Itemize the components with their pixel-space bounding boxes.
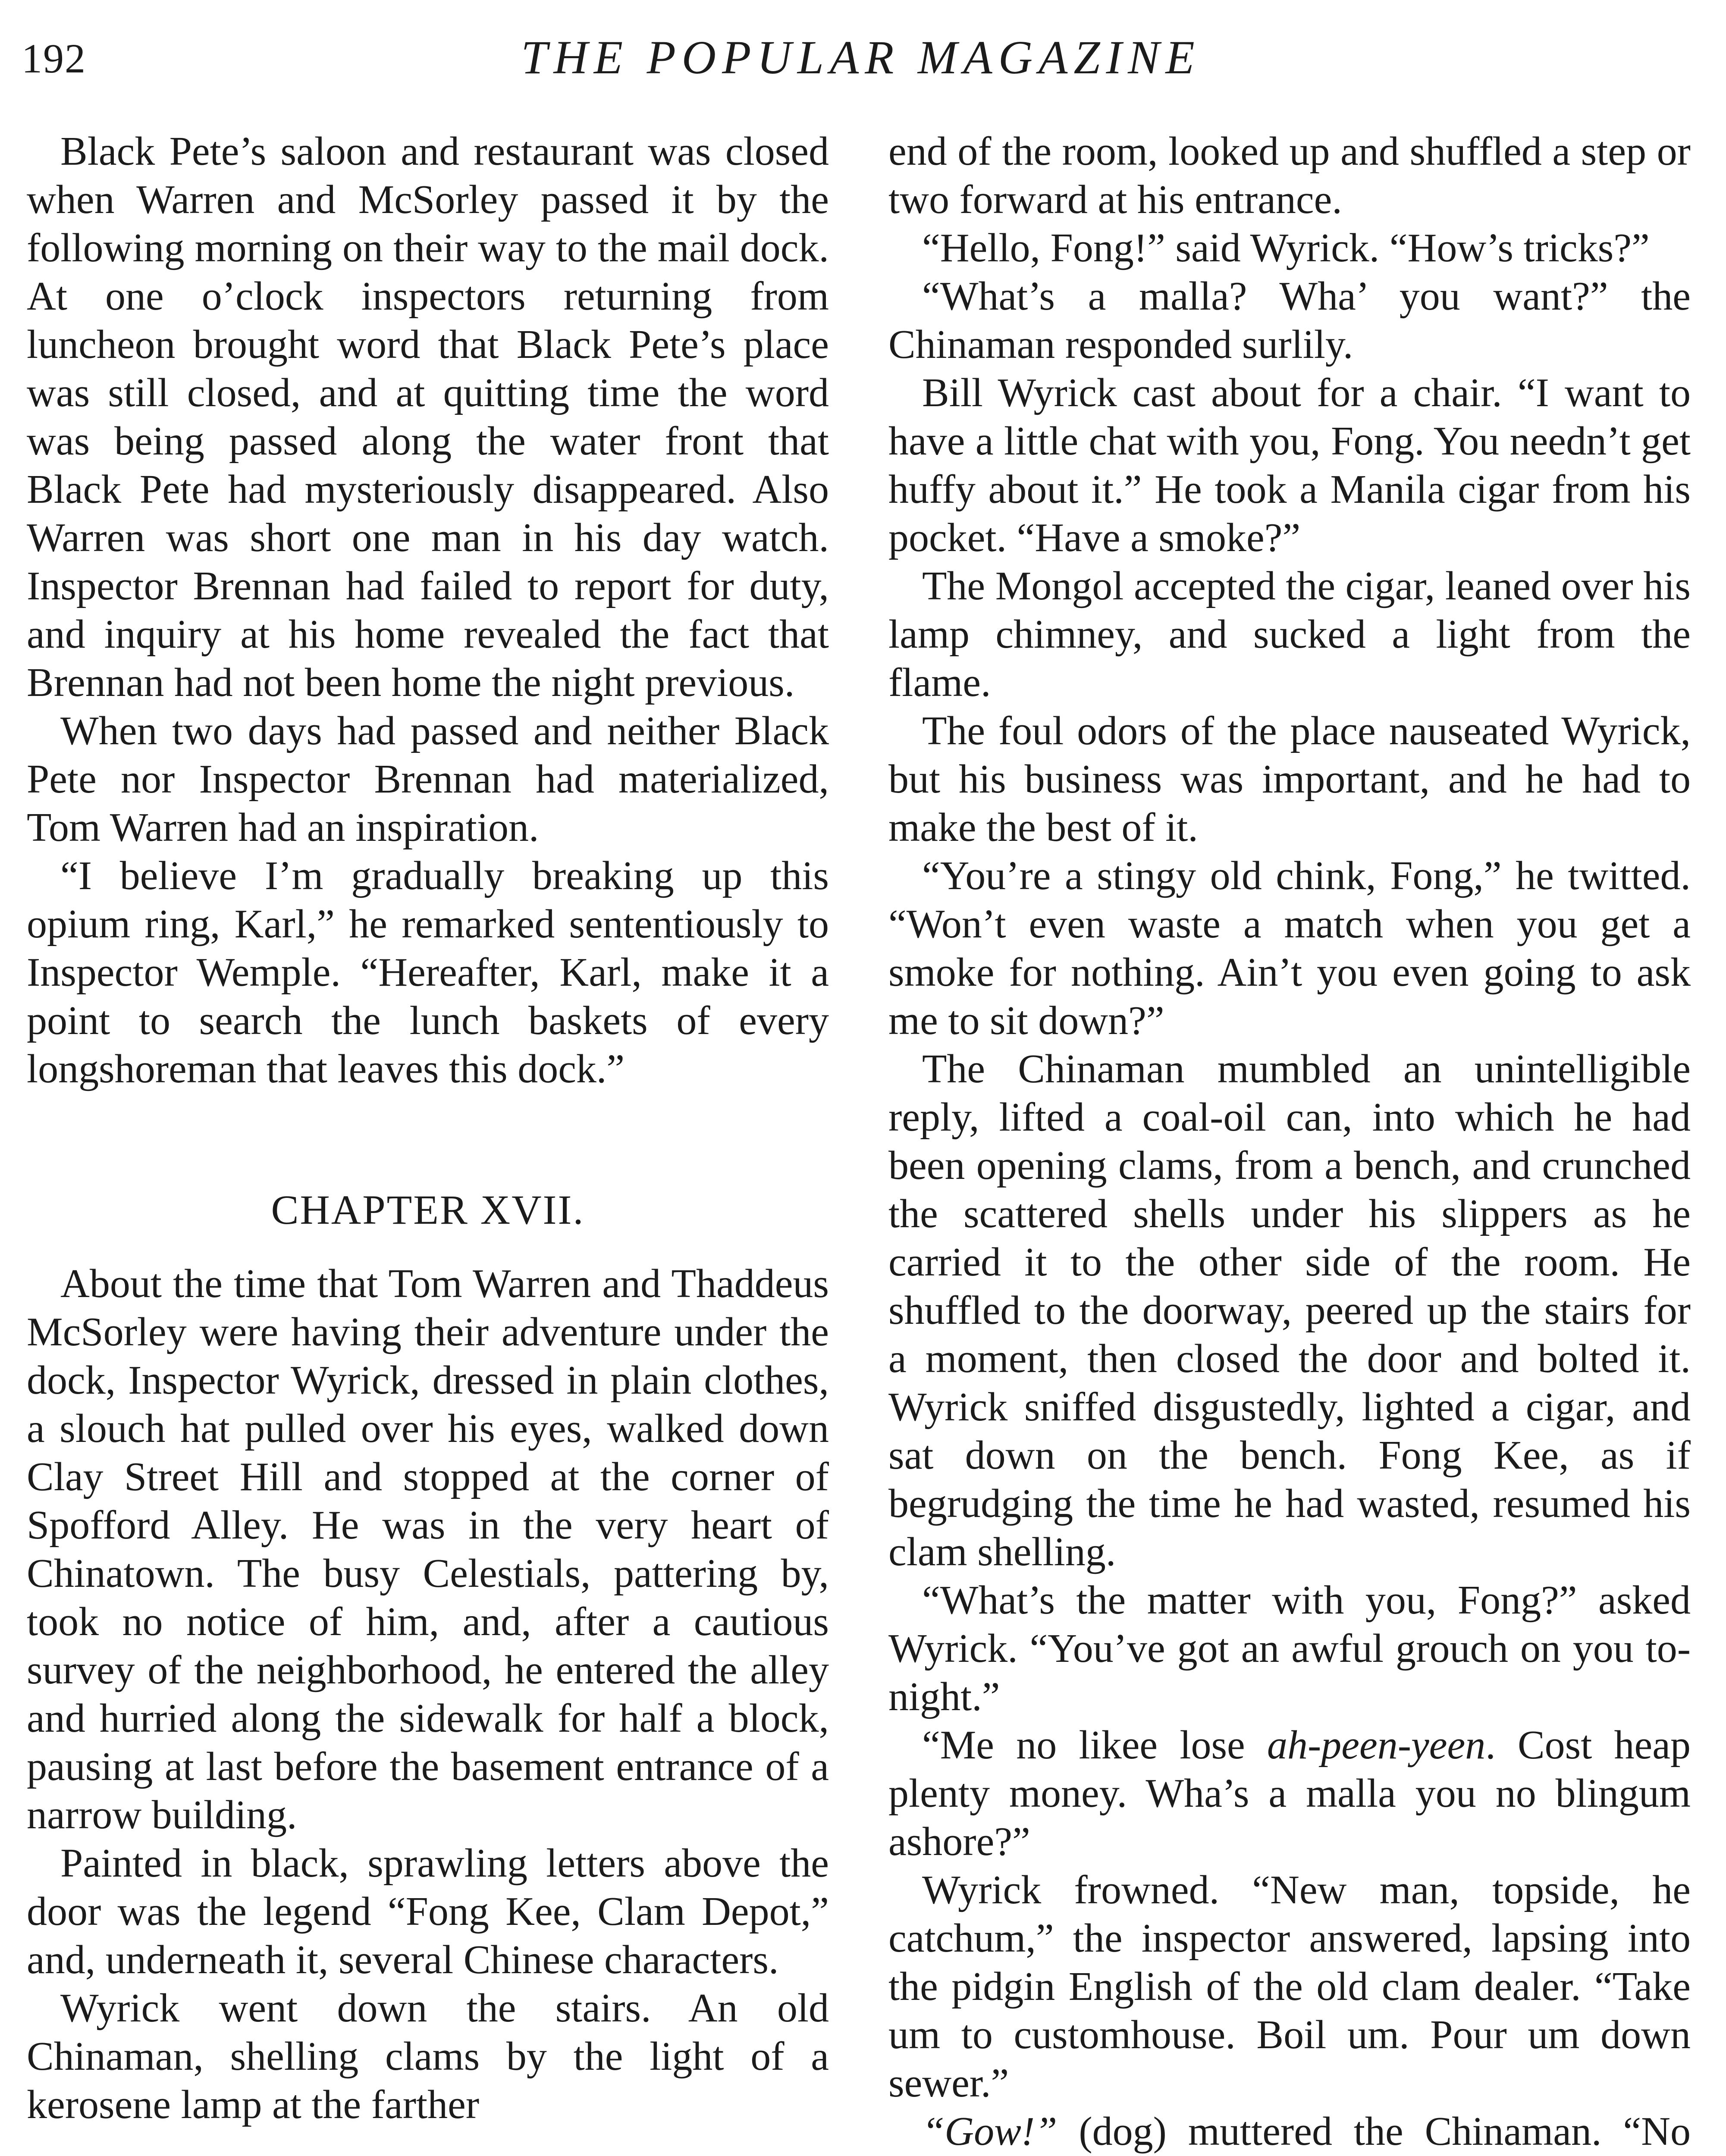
paragraph: Painted in black, sprawling letters above the door was the legend “Fong Kee, Clam Depot,” and, underneath it, several Chinese characters. [27, 1841, 829, 1982]
paragraph: “Hello, Fong!” said Wyrick. “How’s tricks?” [922, 226, 1650, 270]
left-paragraphs-before [27, 127, 829, 1093]
paragraph: “What’s a malla? Wha’ you want?” the Chinaman responded surlily. [888, 274, 1691, 367]
paragraph: “Gow!” (dog) muttered the Chinaman. “No [922, 2109, 1691, 2154]
chapter-heading: CHAPTER XVII. [271, 1187, 585, 1233]
right-paragraphs [888, 224, 1691, 2156]
running-title: THE POPULAR MAGAZINE [521, 31, 1201, 84]
page-header [22, 30, 1700, 103]
paragraph: About the time that Tom Warren and Thaddeus McSorley were having their adventure under the dock, Inspector Wyrick, dressed in plain clothes, a slouch hat pulled over his eyes, walked down Clay Street Hill and stopped at the corner of Spofford Alley. He was in the very heart of Chinatown. The busy Celestials, pattering by, took no notice of him, and, after a cautious survey of the neighborhood, he entered the alley and hurried along the sidewalk for half a block, pausing at last before the basement entrance of a narrow building. [27, 1261, 829, 1837]
paragraph: Wyrick went down the stairs. An old Chinaman, shelling clams by the light of a kerosene lamp at the farther [27, 1986, 829, 2127]
paragraph: Black Pete’s saloon and restaurant was closed when Warren and McSorley passed it by the following morning on their way to the mail dock. At one o’clock inspectors returning from luncheon brought word that Black Pete’s place was still closed, and at quitting time the word was being passed along the water front that Black Pete had mysteriously disappeared. Also Warren was short one man in his day watch. Inspector Brennan had failed to report for duty, and inquiry at his home revealed the fact that Brennan had not been home the night previous. [27, 129, 829, 705]
paragraph: “You’re a stingy old chink, Fong,” he twitted. “Won’t even waste a match when you get a smoke for nothing. Ain’t you even going to ask me to sit down?” [888, 853, 1691, 1043]
left-paragraphs-after [27, 1260, 829, 2129]
paragraph: Wyrick frowned. “New man, topside, he catchum,” the inspector answered, lapsing into the pidgin English of the old clam dealer. “Take um to customhouse. Boil um. Pour um down sewer.” [888, 1868, 1691, 2106]
left-column [27, 127, 829, 2129]
paragraph: The foul odors of the place nauseated Wyrick, but his business was important, and he had to make the best of it. [888, 708, 1691, 850]
paragraph: The Chinaman mumbled an unintelligible reply, lifted a coal-oil can, into which he had been opening clams, from a bench, and crunched the scattered shells under his slippers as he carried it to the other side of the room. He shuffled to the doorway, peered up the stairs for a moment, then closed the door and bolted it. Wyrick sniffed disgustedly, lighted a cigar, and sat down on the bench. Fong Kee, as if begrudging the time he had wasted, resumed his clam shelling. [888, 1047, 1691, 1574]
paragraph: The Mongol accepted the cigar, leaned over his lamp chimney, and sucked a light from the flame. [888, 564, 1691, 705]
continuation-paragraph: end of the room, looked up and shuffled a step or two forward at his entrance. [888, 129, 1691, 222]
paragraph: “I believe I’m gradually breaking up this opium ring, Karl,” he remarked sententiously to Inspector Wemple. “Hereafter, Karl, make it a point to search the lunch baskets of every longshoreman that leaves this dock.” [27, 853, 829, 1091]
paragraph: Bill Wyrick cast about for a chair. “I want to have a little chat with you, Fong. You needn’t get huffy about it.” He took a Manila cigar from his pocket. “Have a smoke?” [888, 370, 1691, 560]
page-number: 192 [22, 35, 86, 81]
paragraph: When two days had passed and neither Black Pete nor Inspector Brennan had materialized, Tom Warren had an inspiration. [27, 708, 829, 850]
paragraph: “What’s the matter with you, Fong?” asked Wyrick. “You’ve got an awful grouch on you to-night.” [888, 1578, 1691, 1719]
paragraph: “Me no likee lose ah-peen-yeen. Cost heap plenty money. Wha’s a malla you no blingum ashore?” [888, 1723, 1691, 1864]
right-column [888, 127, 1691, 2156]
